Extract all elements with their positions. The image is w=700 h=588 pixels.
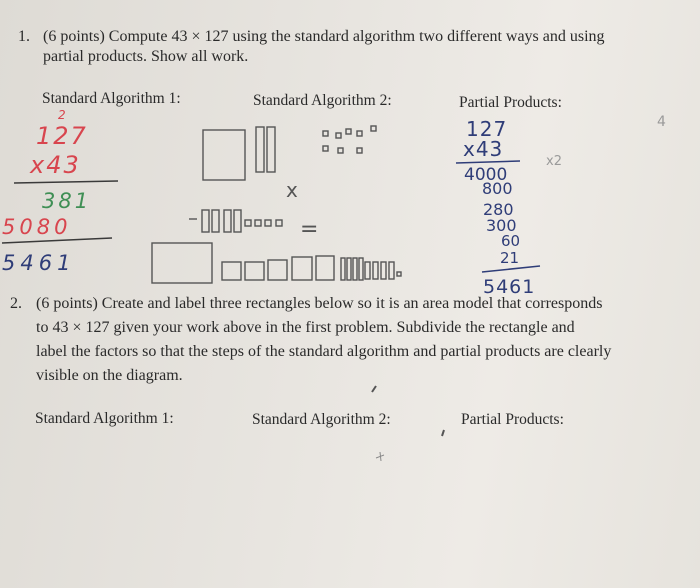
- pp-partial-21: 21: [500, 249, 520, 267]
- sa2-unit: [397, 272, 401, 276]
- q1-number: 1.: [18, 28, 30, 45]
- sa2-ten-rod: [365, 262, 370, 279]
- q2-prompt-line2: to 43 × 127 given your work above in the first problem. Subdivide the rectangle and: [36, 319, 575, 336]
- sa1-rule1: [14, 181, 118, 183]
- q2-prompt-line4: visible on the diagram.: [36, 367, 183, 384]
- stray-mark: [442, 430, 444, 436]
- sa2-unit: [346, 129, 351, 134]
- pp-partial-800: 800: [482, 179, 513, 198]
- q2-prompt-line1: (6 points) Create and label three rectangles below so it is an area model that corresponds: [36, 295, 603, 312]
- pp-rule1: [456, 161, 520, 163]
- sa2-ten-rod: [267, 127, 275, 172]
- q1-header-sa1: Standard Algorithm 1:: [42, 90, 181, 107]
- sa2-ten-rod: [381, 262, 386, 279]
- sa2-hundred-square: [316, 256, 334, 280]
- sa2-ten-rod: [341, 258, 345, 280]
- sa2-unit: [265, 220, 271, 226]
- sa2-ten-rod: [224, 210, 231, 232]
- pp-factor2: x43: [463, 137, 504, 161]
- sa2-ten-rod: [256, 127, 264, 172]
- sa1-work: [2, 108, 118, 275]
- sa1-partial2: 5080: [2, 215, 72, 239]
- sa2-ten-rod: [234, 210, 241, 232]
- sa2-ten-rod: [347, 258, 351, 280]
- sa2-ten-rod: [202, 210, 209, 232]
- pp-margin-mark: x2: [546, 154, 562, 169]
- q1-prompt-line2: partial products. Show all work.: [43, 48, 249, 65]
- q1-header-pp: Partial Products:: [459, 94, 562, 111]
- sa2-unit: [255, 220, 261, 226]
- sa1-factor2: x43: [30, 151, 81, 179]
- pp-sum: 5461: [483, 276, 536, 298]
- sa2-times-sign: x: [286, 178, 298, 202]
- sa2-unit: [276, 220, 282, 226]
- q1-header-sa2: Standard Algorithm 2:: [253, 92, 392, 109]
- pp-factor1: 127: [466, 117, 508, 141]
- q2-header-sa2: Standard Algorithm 2:: [252, 411, 391, 428]
- sa2-work: [152, 126, 401, 283]
- stray-mark: 4: [657, 114, 666, 130]
- sa2-unit: [371, 126, 376, 131]
- sa2-unit: [338, 148, 343, 153]
- stray-mark: [376, 452, 384, 461]
- pp-partial-4000: 4000: [464, 165, 508, 185]
- sa2-ten-rod: [353, 258, 357, 280]
- sa1-carry: 2: [58, 108, 66, 122]
- q1-prompt-line1: (6 points) Compute 43 × 127 using the standard algorithm two different ways and using: [43, 28, 605, 45]
- sa2-hundred-square: [268, 260, 287, 280]
- sa2-unit: [357, 148, 362, 153]
- sa2-equals-sign: =: [300, 217, 319, 242]
- q2-header-pp: Partial Products:: [461, 411, 564, 428]
- sa2-hundred-square: [203, 130, 245, 180]
- sa2-ten-rod: [389, 262, 394, 279]
- q2-number: 2.: [10, 295, 22, 312]
- sa2-ten-rod: [359, 258, 363, 280]
- sa2-hundred-square: [222, 262, 241, 280]
- pp-partial-300: 300: [486, 216, 517, 235]
- pp-partial-280: 280: [483, 200, 514, 219]
- sa2-hundred-square: [245, 262, 264, 280]
- q2-prompt-line3: label the factors so that the steps of the standard algorithm and partial products are clearly: [36, 343, 612, 360]
- sa2-unit: [357, 131, 362, 136]
- sa2-ten-rod: [373, 262, 378, 279]
- sa1-partial1: 381: [42, 189, 92, 213]
- stray-mark: [372, 386, 376, 392]
- sa1-sum: 5461: [2, 251, 76, 275]
- sa2-unit: [336, 133, 341, 138]
- sa2-unit: [323, 131, 328, 136]
- sa2-unit: [323, 146, 328, 151]
- sa2-hundred-square: [152, 243, 212, 283]
- pp-partial-60: 60: [501, 232, 521, 250]
- sa2-unit: [245, 220, 251, 226]
- sa2-ten-rod: [212, 210, 219, 232]
- sa1-factor1: 127: [36, 122, 88, 150]
- pp-work: [456, 117, 562, 298]
- sa2-hundred-square: [292, 257, 312, 280]
- q2-header-sa1: Standard Algorithm 1:: [35, 410, 174, 427]
